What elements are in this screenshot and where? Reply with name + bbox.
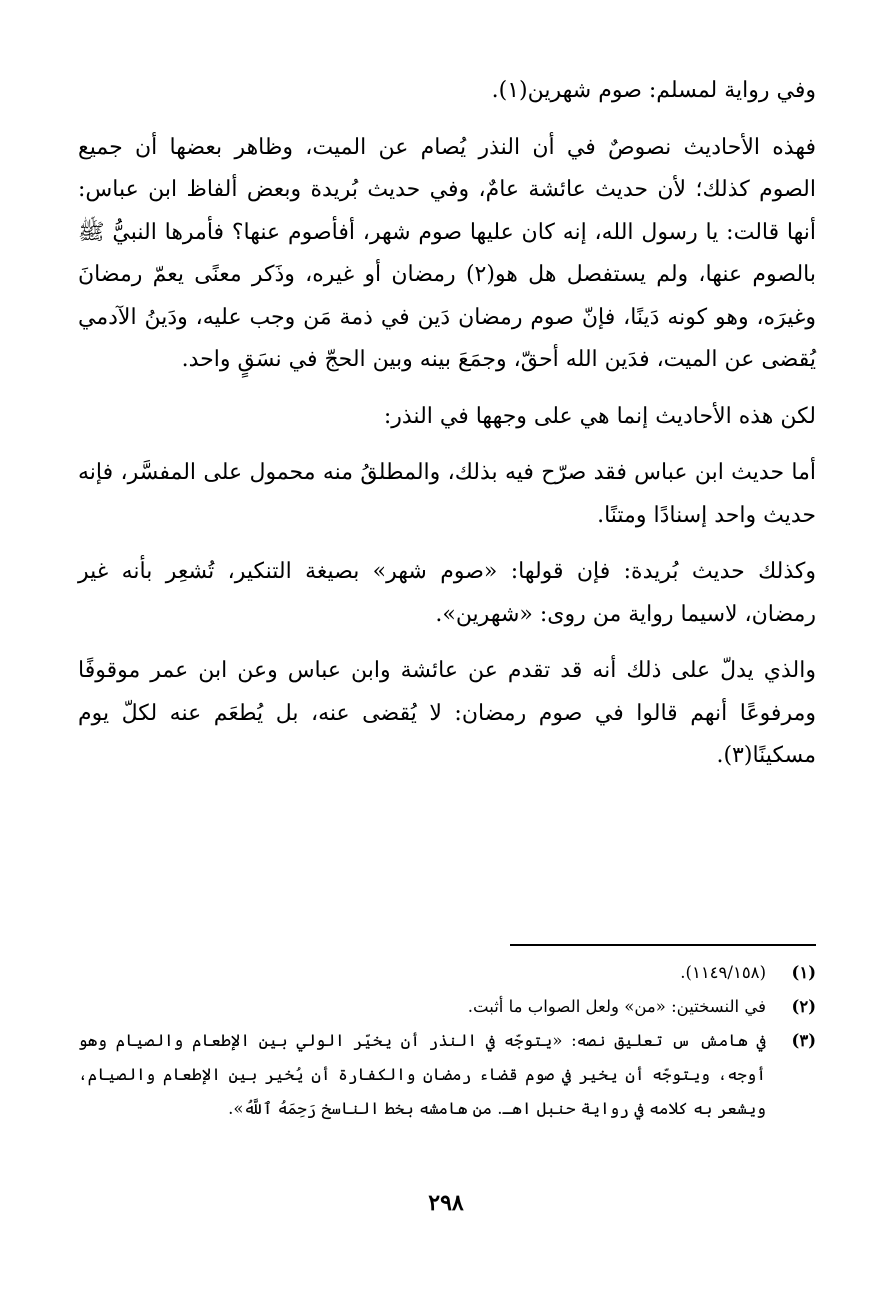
footnote-3 <box>78 1024 816 1126</box>
footnote-text: (١١٤٩/١٥٨). <box>680 963 766 982</box>
footnote-text: في هامش س تعليق نصه: «يتوجّه في النذر أن يخيّر الولي بين الإطعام والصيام وهو أوجه، ويتوجّه أن يخير في صوم قضاء رمضان والكفارة أن يُخير بين الإطعام والصيام، ويشعر به كلامه في رواية حنبل اهـ. من هامشه بخط الناسخ رَحِمَهُ ٱللَّهُ». <box>78 1031 766 1118</box>
footnote-text: في النسختين: «من» ولعل الصواب ما أثبت. <box>467 997 766 1016</box>
paragraph-ibn-abbas-hadith: أما حديث ابن عباس فقد صرّح فيه بذلك، والمطلقُ منه محمول على المفسَّر، فإنه حديث واحد إسنادًا ومتنًا. <box>78 460 816 528</box>
paragraph-muslim-narration: وفي رواية لمسلم: صوم شهرين(١). <box>491 78 816 103</box>
footnote-number: (٣) <box>791 1031 816 1050</box>
paragraph-buraidah-hadith: وكذلك حديث بُريدة: فإن قولها: «صوم شهر» بصيغة التنكير، تُشعِر بأنه غير رمضان، لاسيما رواية من روى: «شهرين». <box>78 559 816 627</box>
paragraph-evidence: والذي يدلّ على ذلك أنه قد تقدم عن عائشة وابن عباس وعن ابن عمر موقوفًا ومرفوعًا أنهم قالوا في صوم رمضان: لا يُقضى عنه، بل يُطعَم عنه لكلّ يوم مسكينًا(٣). <box>78 658 816 768</box>
main-text <box>78 70 816 792</box>
footnotes <box>78 956 816 1126</box>
paragraph-but-these-hadiths: لكن هذه الأحاديث إنما هي على وجهها في النذر: <box>383 403 816 429</box>
footnote-number: (٢) <box>791 997 816 1016</box>
footnote-1 <box>78 956 816 990</box>
paragraph-hadith-texts: فهذه الأحاديث نصوصٌ في أن النذر يُصام عن الميت، وظاهر بعضها أن جميع الصوم كذلك؛ لأن حديث عائشة عامٌ، وفي حديث بُريدة وبعض ألفاظ ابن عباس: أنها قالت: يا رسول الله، إنه كان عليها صوم شهر، أفأصوم عنها؟ فأمرها النبيُّ ﷺ بالصوم عنها، ولم يستفصل هل هو(٢) رمضان أو غيره، وذَكر معنًى يعمّ رمضانَ وغيرَه، وهو كونه دَينًا، فإنّ صوم رمضان دَين في ذمة مَن وجب عليه، ودَينُ الآدمي يُقضى عن الميت، فدَين الله أحقّ، وجمَعَ بينه وبين الحجّ في نسَقٍ واحد. <box>78 134 817 372</box>
page-number: ٢٩٨ <box>428 1190 464 1216</box>
footnote-2 <box>78 990 816 1024</box>
footnote-separator-line <box>510 944 816 946</box>
footnote-number: (١) <box>791 963 816 982</box>
